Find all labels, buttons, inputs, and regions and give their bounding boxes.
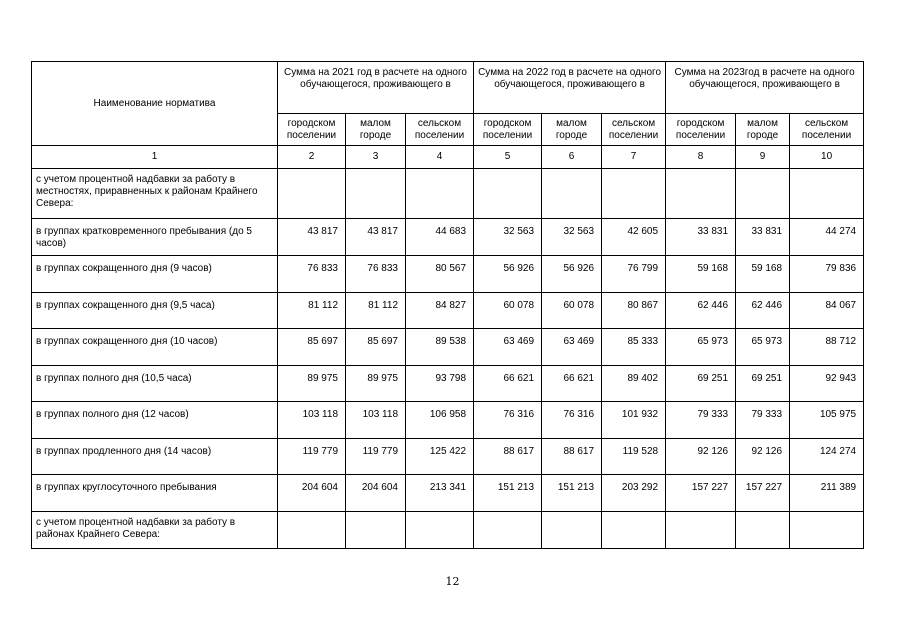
value-cell [278,169,346,219]
table-row [32,256,864,293]
value-cell: 84 067 [790,293,864,329]
value-cell: 85 697 [346,329,406,366]
column-number: 8 [666,146,736,169]
value-cell: 88 712 [790,329,864,366]
value-cell: 203 292 [602,475,666,512]
value-cell: 85 333 [602,329,666,366]
value-cell [346,512,406,549]
row-label: с учетом процентной надбавки за работу в районах Крайнего Севера: [32,512,278,549]
value-cell: 33 831 [666,219,736,256]
table-row [32,475,864,512]
column-number: 10 [790,146,864,169]
value-cell: 89 975 [278,366,346,402]
value-cell: 79 836 [790,256,864,293]
value-cell: 204 604 [346,475,406,512]
value-cell [406,169,474,219]
value-cell [602,169,666,219]
value-cell: 151 213 [474,475,542,512]
value-cell: 103 118 [346,402,406,439]
value-cell: 59 168 [666,256,736,293]
value-cell: 119 528 [602,439,666,475]
row-label: в группах полного дня (10,5 часа) [32,366,278,402]
value-cell: 157 227 [666,475,736,512]
value-cell [602,512,666,549]
subheader-cell: сельском поселении [602,114,666,146]
value-cell [474,512,542,549]
value-cell: 89 975 [346,366,406,402]
column-number: 6 [542,146,602,169]
subheader-cell: малом городе [542,114,602,146]
value-cell: 56 926 [474,256,542,293]
value-cell: 76 316 [542,402,602,439]
value-cell [542,169,602,219]
column-number: 1 [32,146,278,169]
value-cell: 65 973 [666,329,736,366]
value-cell: 213 341 [406,475,474,512]
column-number: 2 [278,146,346,169]
value-cell: 76 316 [474,402,542,439]
row-label: в группах продленного дня (14 часов) [32,439,278,475]
value-cell: 63 469 [474,329,542,366]
value-cell [666,512,736,549]
value-cell: 151 213 [542,475,602,512]
value-cell: 92 126 [736,439,790,475]
subheader-cell: городском поселении [278,114,346,146]
section-row [32,169,864,219]
column-number: 4 [406,146,474,169]
value-cell: 80 567 [406,256,474,293]
group-header-2022: Сумма на 2022 год в расчете на одного обучающегося, проживающего в [474,62,666,114]
name-header: Наименование норматива [32,62,278,146]
value-cell: 79 333 [666,402,736,439]
value-cell: 76 833 [346,256,406,293]
value-cell: 60 078 [474,293,542,329]
value-cell: 43 817 [278,219,346,256]
value-cell [278,512,346,549]
value-cell [666,169,736,219]
value-cell: 44 683 [406,219,474,256]
row-label: в группах круглосуточного пребывания [32,475,278,512]
value-cell: 43 817 [346,219,406,256]
value-cell [790,512,864,549]
value-cell: 69 251 [666,366,736,402]
row-label: в группах сокращенного дня (9,5 часа) [32,293,278,329]
subheader-cell: сельском поселении [790,114,864,146]
value-cell: 63 469 [542,329,602,366]
group-header-2021: Сумма на 2021 год в расчете на одного обучающегося, проживающего в [278,62,474,114]
value-cell [406,512,474,549]
value-cell: 85 697 [278,329,346,366]
row-label: в группах сокращенного дня (9 часов) [32,256,278,293]
value-cell: 62 446 [736,293,790,329]
value-cell: 125 422 [406,439,474,475]
value-cell: 62 446 [666,293,736,329]
column-number: 3 [346,146,406,169]
column-number: 9 [736,146,790,169]
value-cell: 84 827 [406,293,474,329]
value-cell: 101 932 [602,402,666,439]
table-row [32,439,864,475]
value-cell [736,512,790,549]
table-row [32,219,864,256]
row-label: в группах полного дня (12 часов) [32,402,278,439]
table-row [32,366,864,402]
value-cell: 103 118 [278,402,346,439]
value-cell: 88 617 [474,439,542,475]
value-cell: 79 333 [736,402,790,439]
row-label: в группах кратковременного пребывания (до 5 часов) [32,219,278,256]
value-cell [790,169,864,219]
value-cell [474,169,542,219]
value-cell: 89 402 [602,366,666,402]
value-cell: 69 251 [736,366,790,402]
subheader-cell: городском поселении [474,114,542,146]
column-number-row [32,146,864,169]
value-cell: 204 604 [278,475,346,512]
value-cell: 56 926 [542,256,602,293]
subheader-cell: сельском поселении [406,114,474,146]
value-cell: 124 274 [790,439,864,475]
value-cell: 32 563 [542,219,602,256]
value-cell: 59 168 [736,256,790,293]
value-cell: 66 621 [542,366,602,402]
subheader-cell: городском поселении [666,114,736,146]
column-number: 5 [474,146,542,169]
value-cell: 81 112 [346,293,406,329]
subheader-cell: малом городе [736,114,790,146]
value-cell: 33 831 [736,219,790,256]
value-cell: 44 274 [790,219,864,256]
value-cell: 66 621 [474,366,542,402]
table-row [32,293,864,329]
value-cell: 92 126 [666,439,736,475]
value-cell: 76 799 [602,256,666,293]
value-cell: 92 943 [790,366,864,402]
value-cell [736,169,790,219]
value-cell: 65 973 [736,329,790,366]
value-cell: 32 563 [474,219,542,256]
value-cell: 88 617 [542,439,602,475]
value-cell: 80 867 [602,293,666,329]
value-cell: 119 779 [278,439,346,475]
value-cell: 106 958 [406,402,474,439]
section-row [32,512,864,549]
column-number: 7 [602,146,666,169]
value-cell: 105 975 [790,402,864,439]
row-label: с учетом процентной надбавки за работу в местностях, приравненных к районам Крайнего Севера: [32,169,278,219]
subheader-cell: малом городе [346,114,406,146]
value-cell: 93 798 [406,366,474,402]
value-cell [542,512,602,549]
value-cell: 76 833 [278,256,346,293]
value-cell: 211 389 [790,475,864,512]
value-cell: 119 779 [346,439,406,475]
page-number: 12 [445,575,460,588]
value-cell: 81 112 [278,293,346,329]
value-cell: 89 538 [406,329,474,366]
table-row [32,329,864,366]
value-cell: 42 605 [602,219,666,256]
table-row [32,402,864,439]
group-header-2023: Сумма на 2023год в расчете на одного обучающегося, проживающего в [666,62,864,114]
row-label: в группах сокращенного дня (10 часов) [32,329,278,366]
norm-table [31,61,864,549]
value-cell: 157 227 [736,475,790,512]
value-cell: 60 078 [542,293,602,329]
value-cell [346,169,406,219]
